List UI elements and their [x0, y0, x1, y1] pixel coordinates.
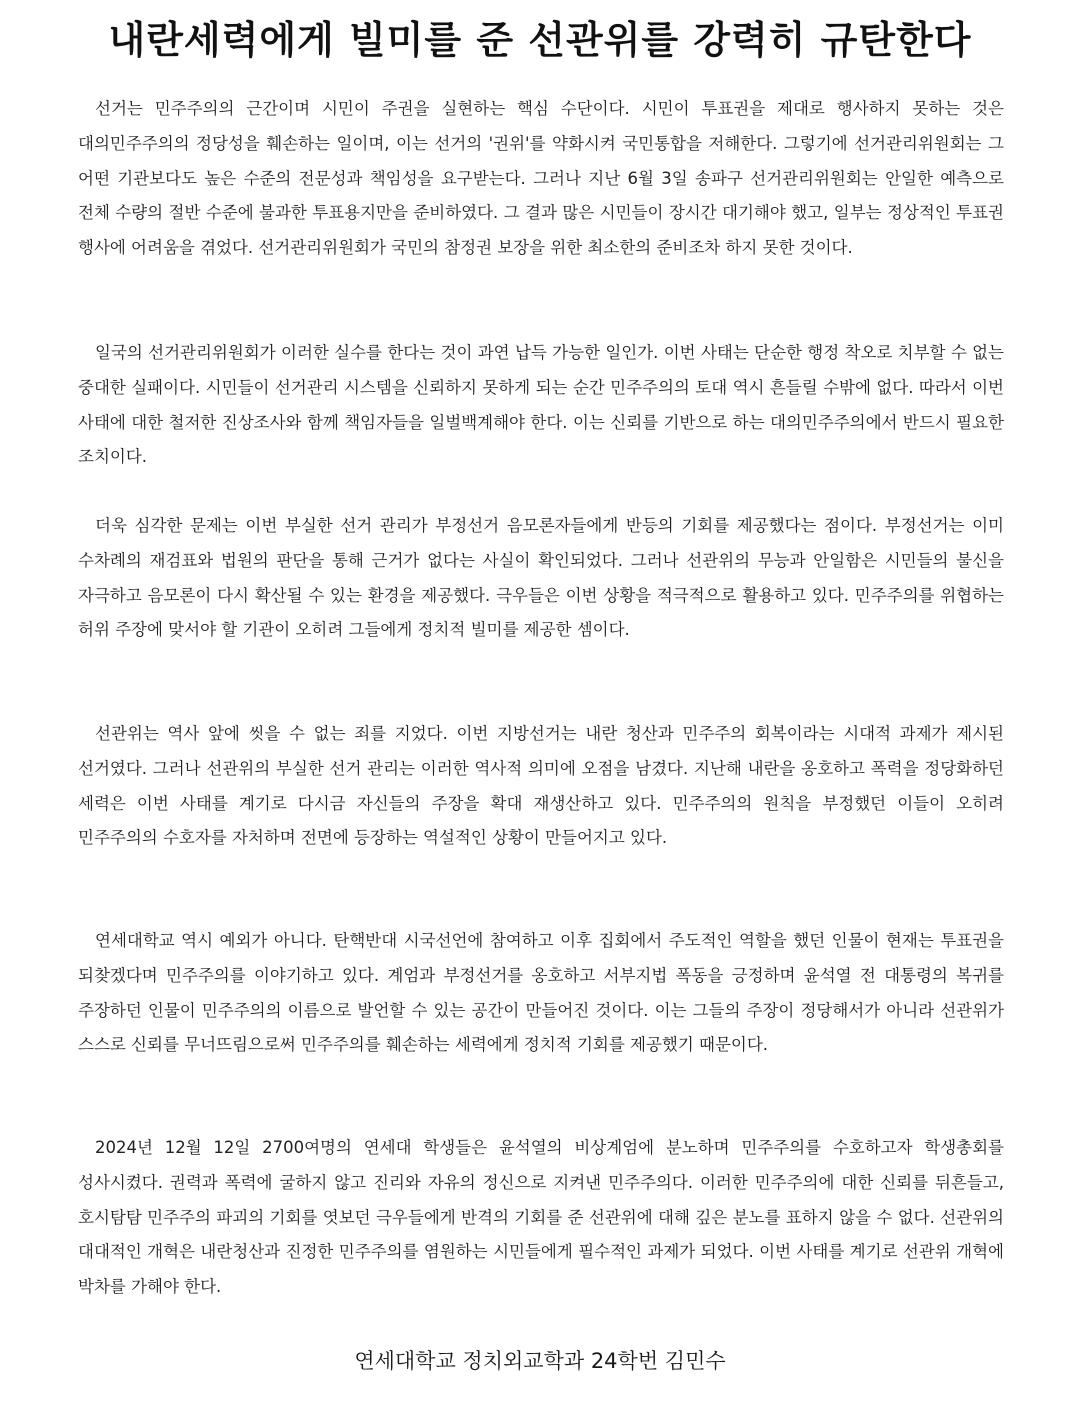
paragraph-yonsei-university: 연세대학교 역시 예외가 아니다. 탄핵반대 시국선언에 참여하고 이후 집회에서 주도적인 역할을 했던 인물이 현재는 투표권을 되찾겠다며 민주주의를 이야기하고 있다. 계엄과 부정선거를 옹호하고 서부지법 폭동을 긍정하며 윤석열 전 대통령의 복귀를 주장하던 인물이 민주주의의 이름으로 발언할 수 있는 공간이 만들어진 것이다. 이는 그들의 주장이 정당해서가 아니라 선관위가 스스로 신뢰를 무너뜨림으로써 민주주의를 훼손하는 세력에게 정치적 기회를 제공했기 때문이다. [78, 931, 1004, 1055]
document-title: 내란세력에게 빌미를 준 선관위를 강력히 규탄한다 [108, 18, 972, 62]
paragraph-conspiracy-theories: 더욱 심각한 문제는 이번 부실한 선거 관리가 부정선거 음모론자들에게 반등의 기회를 제공했다는 점이다. 부정선거는 이미 수차례의 재검표와 법원의 판단을 통해 근거가 없다는 사실이 확인되었다. 그러나 선관위의 무능과 안일함은 시민들의 불신을 자극하고 음모론이 다시 확산될 수 있는 환경을 제공했다. 극우들은 이번 상황을 적극적으로 활용하고 있다. 민주주의를 위협하는 허위 주장에 맞서야 할 기관이 오히려 그들에게 정치적 빌미를 제공한 셈이다. [78, 516, 1004, 640]
paragraph-accountability: 일국의 선거관리위원회가 이러한 실수를 한다는 것이 과연 납득 가능한 일인가. 이번 사태는 단순한 행정 착오로 치부할 수 없는 중대한 실패이다. 시민들이 선거관리 시스템을 신뢰하지 못하게 되는 순간 민주주의의 토대 역시 흔들릴 수밖에 없다. 따라서 이번 사태에 대한 철저한 진상조사와 함께 책임자들을 일벌백계해야 한다. 이는 신뢰를 기반으로 하는 대의민주주의에서 반드시 필요한 조치이다. [78, 343, 1004, 467]
author-signature: 연세대학교 정치외교학과 24학번 김민수 [354, 1349, 726, 1373]
paragraph-student-assembly: 2024년 12월 12일 2700여명의 연세대 학생들은 윤석열의 비상계엄에 분노하며 민주주의를 수호하고자 학생총회를 성사시켰다. 권력과 폭력에 굴하지 않고 진리와 자유의 정신으로 지켜낸 민주주의다. 이러한 민주주의에 대한 신뢰를 뒤흔들고, 호시탐탐 민주주의 파괴의 기회를 엿보던 극우들에게 반격의 기회를 준 선관위에 대해 깊은 분노를 표하지 않을 수 없다. 선관위의 대대적인 개혁은 내란청산과 진정한 민주주의를 염원하는 시민들에게 필수적인 과제가 되었다. 이번 사태를 계기로 선관위 개혁에 박차를 가해야 한다. [78, 1138, 1004, 1297]
paragraph-election-foundation: 선거는 민주주의의 근간이며 시민이 주권을 실현하는 핵심 수단이다. 시민이 투표권을 제대로 행사하지 못하는 것은 대의민주주의의 정당성을 훼손하는 일이며, 이는 선거의 '권위'를 약화시켜 국민통합을 저해한다. 그렇기에 선거관리위원회는 그 어떤 기관보다도 높은 수준의 전문성과 책임성을 요구받는다. 그러나 지난 6월 3일 송파구 선거관리위원회는 안일한 예측으로 전체 수량의 절반 수준에 불과한 투표용지만을 준비하였다. 그 결과 많은 시민들이 장시간 대기해야 했고, 일부는 정상적인 투표권 행사에 어려움을 겪었다. 선거관리위원회가 국민의 참정권 보장을 위한 최소한의 준비조차 하지 못한 것이다. [78, 99, 1004, 258]
paragraph-historical-guilt: 선관위는 역사 앞에 씻을 수 없는 죄를 지었다. 이번 지방선거는 내란 청산과 민주주의 회복이라는 시대적 과제가 제시된 선거였다. 그러나 선관위의 부실한 선거 관리는 이러한 역사적 의미에 오점을 남겼다. 지난해 내란을 옹호하고 폭력을 정당화하던 세력은 이번 사태를 계기로 다시금 자신들의 주장을 확대 재생산하고 있다. 민주주의의 원칙을 부정했던 이들이 오히려 민주주의의 수호자를 자처하며 전면에 등장하는 역설적인 상황이 만들어지고 있다. [78, 724, 1004, 848]
